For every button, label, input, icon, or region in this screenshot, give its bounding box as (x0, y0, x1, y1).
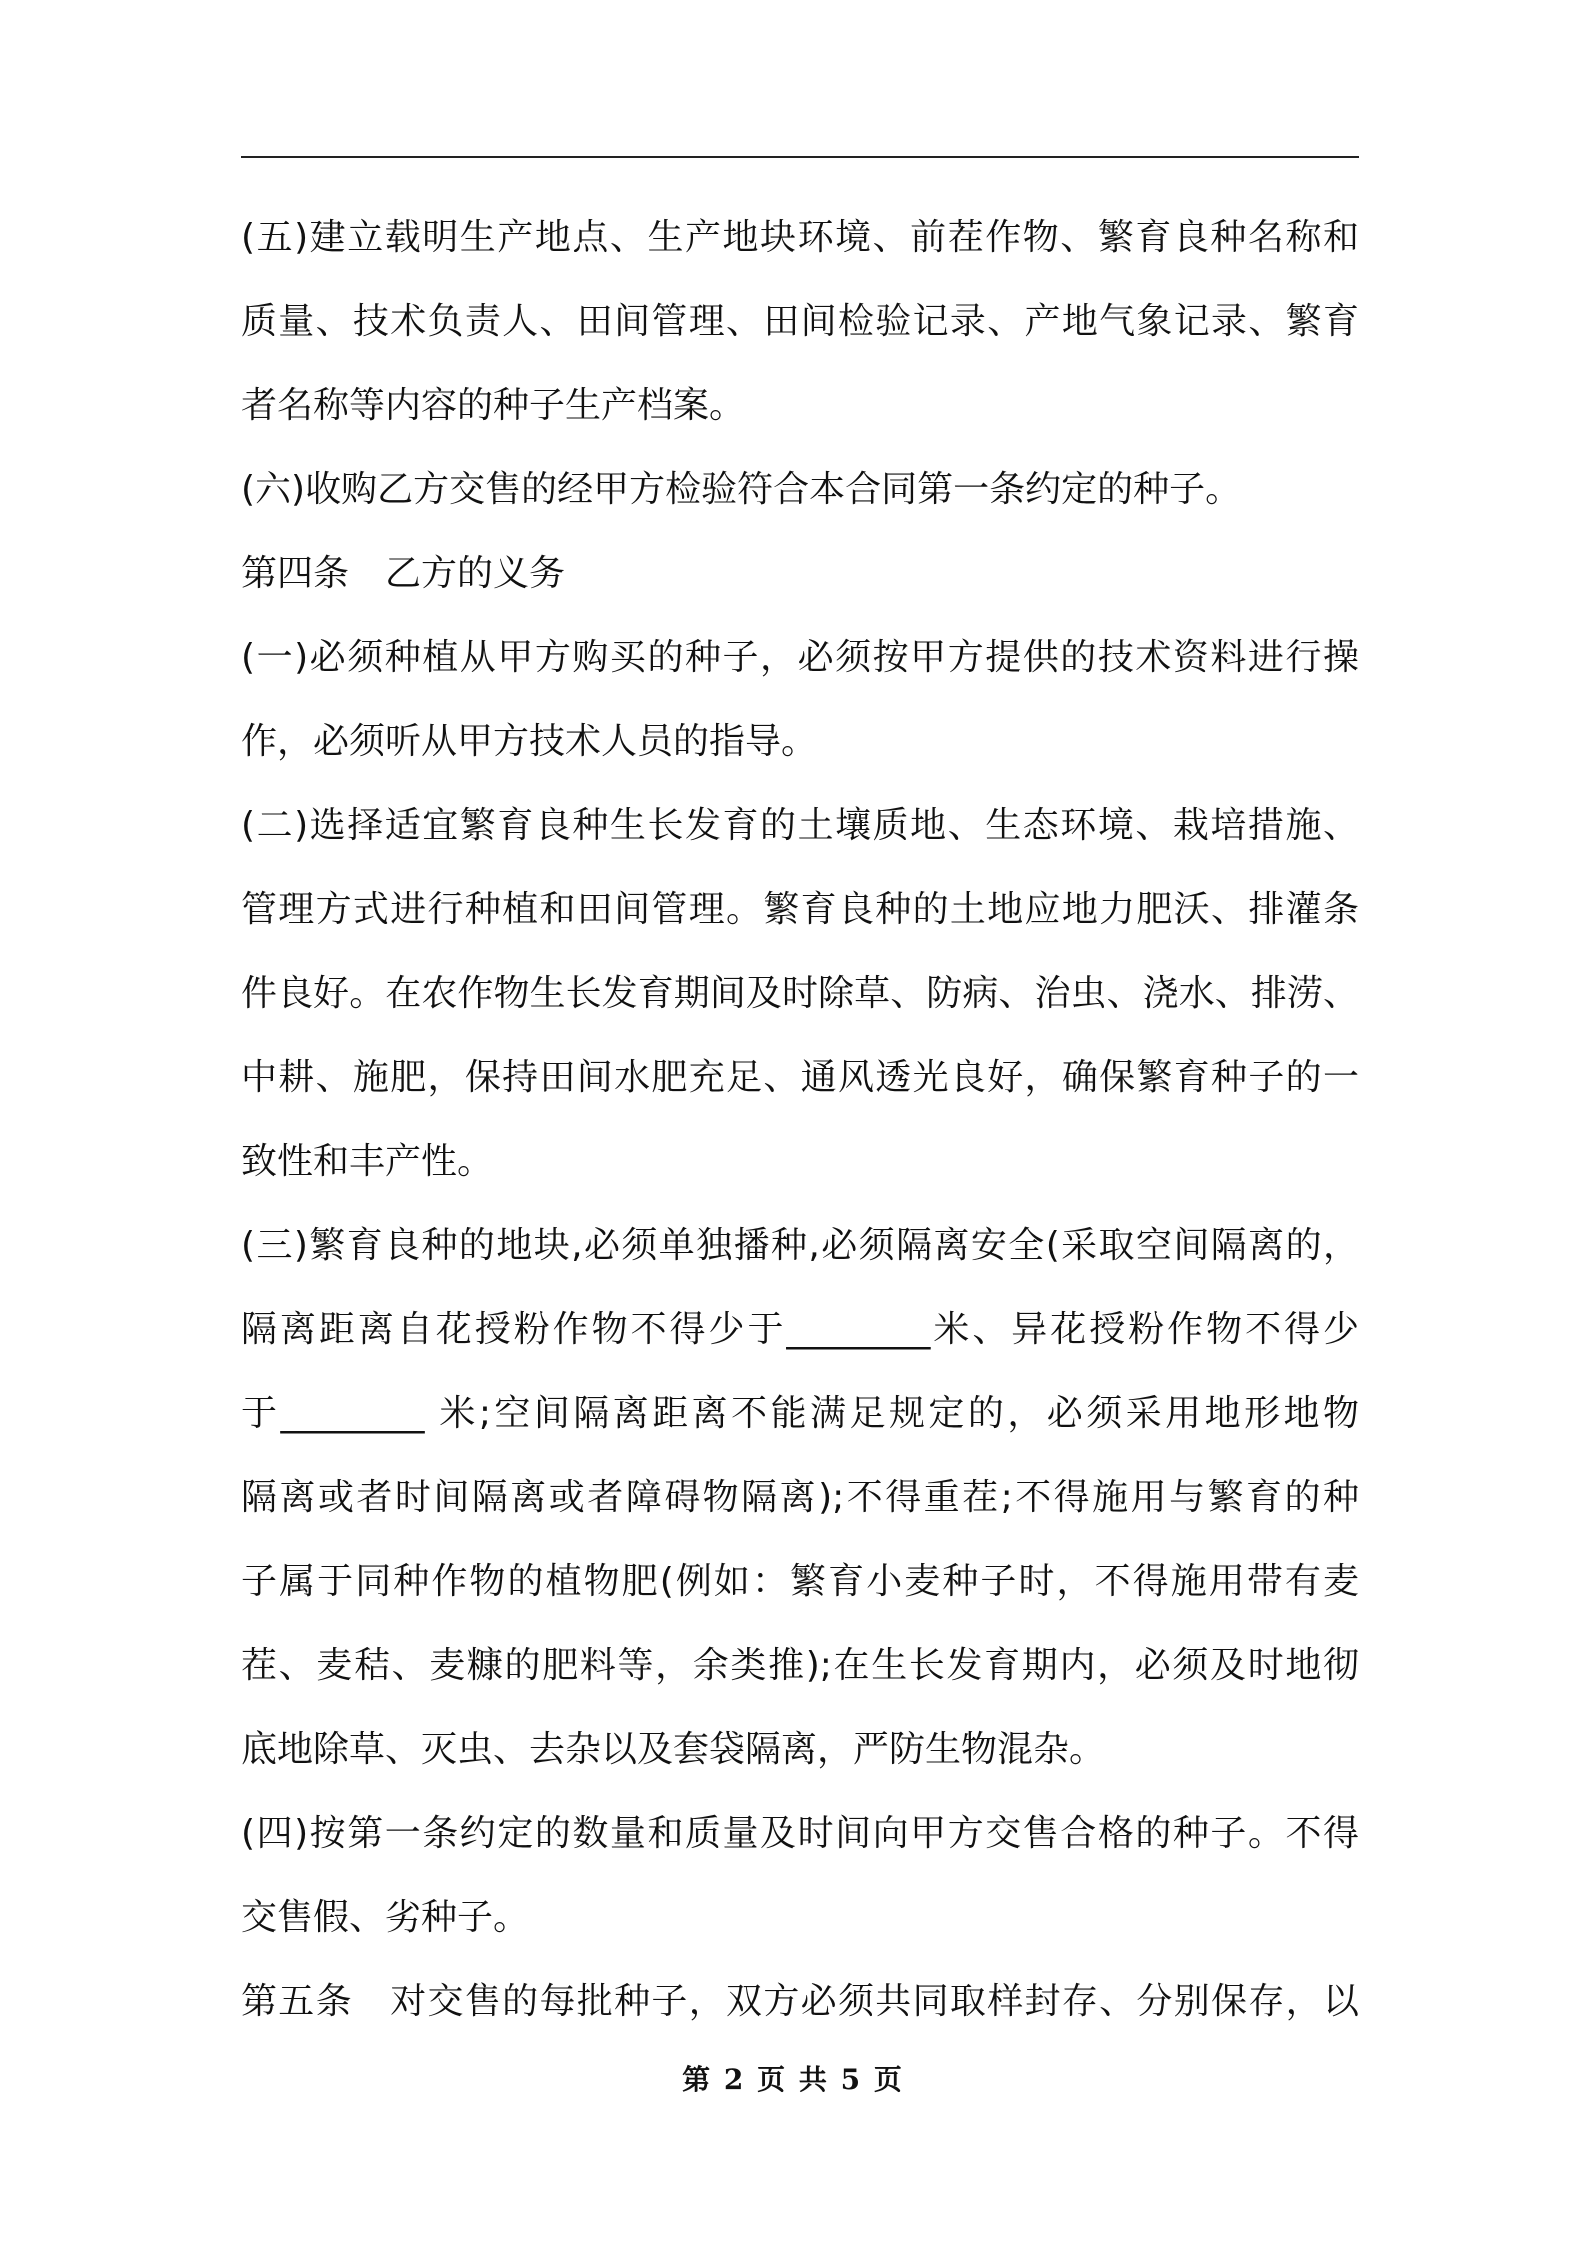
text-line: (五)建立载明生产地点、生产地块环境、前茬作物、繁育良种名称和 (241, 217, 1359, 258)
document-body (241, 196, 1359, 2044)
header-rule (241, 156, 1359, 158)
text-line: 子属于同种作物的植物肥(例如：繁育小麦种子时，不得施用带有麦 (241, 1561, 1359, 1602)
text-line: 质量、技术负责人、田间管理、田间检验记录、产地气象记录、繁育 (241, 301, 1359, 342)
text-line: (三)繁育良种的地块,必须单独播种,必须隔离安全(采取空间隔离的， (241, 1225, 1359, 1266)
text-line: 交售假、劣种子。 (241, 1897, 530, 1938)
text-line: 致性和丰产性。 (241, 1141, 494, 1182)
section-heading: 第四条 乙方的义务 (241, 553, 566, 594)
text-line: (六)收购乙方交售的经甲方检验符合本合同第一条约定的种子。 (241, 469, 1242, 510)
text-line: 作，必须听从甲方技术人员的指导。 (241, 721, 818, 762)
text-line: 中耕、施肥，保持田间水肥充足、通风透光良好，确保繁育种子的一 (241, 1057, 1359, 1098)
text-line: (一)必须种植从甲方购买的种子，必须按甲方提供的技术资料进行操 (241, 637, 1359, 678)
text-line: 隔离距离自花授粉作物不得少于________米、异花授粉作物不得少 (241, 1309, 1359, 1350)
text-line: 管理方式进行种植和田间管理。繁育良种的土地应地力肥沃、排灌条 (241, 889, 1359, 930)
text-line: 件良好。在农作物生长发育期间及时除草、防病、治虫、浇水、排涝、 (241, 973, 1359, 1014)
text-line: 茬、麦秸、麦糠的肥料等，余类推);在生长发育期内，必须及时地彻 (241, 1645, 1359, 1686)
page-number: 第 2 页 共 5 页 (682, 2063, 904, 2096)
text-line: 于________ 米;空间隔离距离不能满足规定的，必须采用地形地物 (241, 1393, 1359, 1434)
text-line: 底地除草、灭虫、去杂以及套袋隔离，严防生物混杂。 (241, 1729, 1106, 1770)
text-line: 隔离或者时间隔离或者障碍物隔离);不得重茬;不得施用与繁育的种 (241, 1477, 1359, 1518)
section-heading: 第五条 对交售的每批种子，双方必须共同取样封存、分别保存，以 (241, 1981, 1359, 2022)
text-line: (二)选择适宜繁育良种生长发育的土壤质地、生态环境、栽培措施、 (241, 805, 1359, 846)
text-line: 者名称等内容的种子生产档案。 (241, 385, 746, 426)
text-line: (四)按第一条约定的数量和质量及时间向甲方交售合格的种子。不得 (241, 1813, 1359, 1854)
